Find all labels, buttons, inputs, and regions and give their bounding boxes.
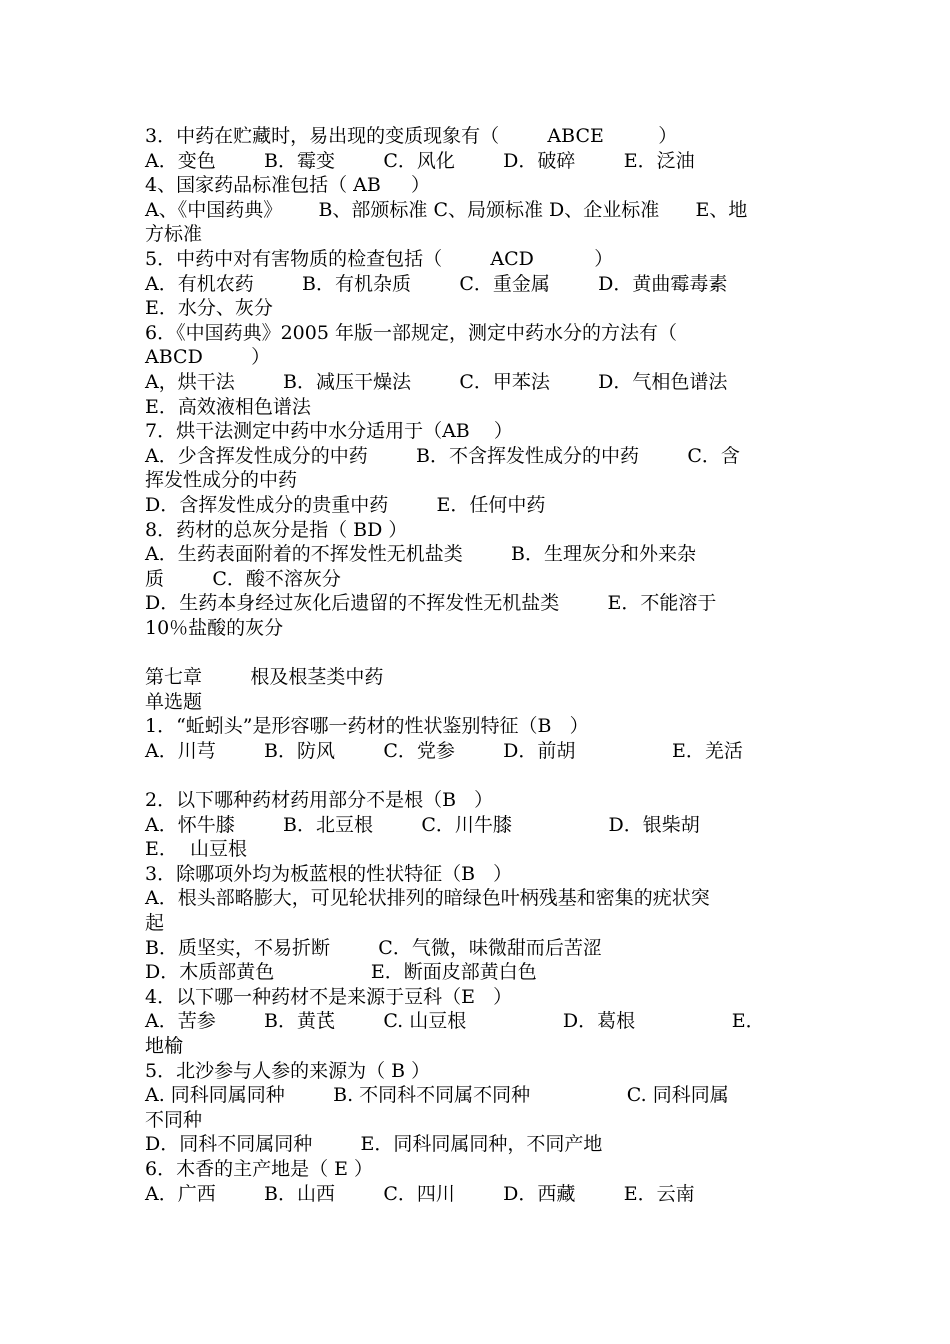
text-line: 方标准 [145,223,203,246]
text-line: E．高效液相色谱法 [145,395,311,418]
text-line: 6．《中国药典》2005 年版一部规定，测定中药水分的方法有（ [145,321,677,344]
text-line: D．含挥发性成分的贵重中药 E．任何中药 [145,493,546,516]
text-line: A．有机农药 B．有机杂质 C．重金属 D．黄曲霉毒素 [145,272,728,295]
text-line: 挥发性成分的中药 [145,469,298,492]
text-line: A．苦参 B．黄芪 C. 山豆根 D．葛根 E． [145,1010,765,1033]
text-line: 第七章 根及根茎类中药 [145,666,384,689]
text-line: D．同科不同属同种 E．同科同属同种，不同产地 [145,1133,603,1156]
text-line: A．生药表面附着的不挥发性无机盐类 B．生理灰分和外来杂 [145,543,697,566]
text-line: A．怀牛膝 B．北豆根 C．川牛膝 D．银柴胡 [145,813,700,836]
text-line: 质 C．酸不溶灰分 [145,567,341,590]
text-line: 单选题 [145,690,203,713]
text-line: A．川芎 B．防风 C．党参 D．前胡 E．羌活 [145,739,743,762]
text-line: B．质坚实，不易折断 C．气微，味微甜而后苦涩 [145,936,602,959]
document-page [145,124,810,1206]
text-line: 7．烘干法测定中药中水分适用于（AB ） [145,420,513,443]
text-line: 8．药材的总灰分是指（ BD ） [145,518,408,541]
text-line: E．水分、灰分 [145,297,273,320]
text-line: 5．北沙参与人参的来源为（ B ） [145,1059,431,1082]
text-line: ABCD ） [145,346,271,369]
text-line: A，烘干法 B．减压干燥法 C．甲苯法 D．气相色谱法 [145,370,728,393]
text-line: 4．以下哪一种药材不是来源于豆科（E ） [145,985,513,1008]
text-line: A、《中国药典》 B、部颁标准 C、局颁标准 D、企业标准 E、地 [145,198,748,221]
blank-line [145,763,810,788]
text-line: A．变色 B．霉变 C．风化 D．破碎 E．泛油 [145,149,695,172]
text-line: A. 同科同属同种 B. 不同科不同属不同种 C. 同科同属 [145,1084,729,1107]
text-line: 6．木香的主产地是（ E ） [145,1157,374,1180]
text-line: 起 [145,912,165,934]
text-line: A．广西 B．山西 C．四川 D．西藏 E．云南 [145,1182,695,1205]
text-line: 5．中药中对有害物质的检查包括（ ACD ） [145,247,614,270]
text-line: 地榆 [145,1034,184,1057]
text-line: 4、国家药品标准包括（ AB ） [145,174,431,197]
blank-line [145,640,810,665]
text-line: A．根头部略膨大，可见轮状排列的暗绿色叶柄残基和密集的疣状突 [145,887,710,910]
text-line: 1．“蚯蚓头”是形容哪一药材的性状鉴别特征（B ） [145,715,589,738]
text-line: 3．中药在贮藏时，易出现的变质现象有（ ABCE ） [145,125,678,147]
text-line: D．生药本身经过灰化后遗留的不挥发性无机盐类 E．不能溶于 [145,592,717,615]
text-line: 2．以下哪种药材药用部分不是根（B ） [145,789,494,812]
text-line: 不同种 [145,1108,203,1131]
text-line: E． 山豆根 [145,838,247,861]
text-line: 10％盐酸的灰分 [145,616,284,639]
text-line: A．少含挥发性成分的中药 B．不含挥发性成分的中药 C．含 [145,444,740,467]
text-line: 3．除哪项外均为板蓝根的性状特征（B ） [145,862,513,885]
text-line: D．木质部黄色 E．断面皮部黄白色 [145,961,537,984]
